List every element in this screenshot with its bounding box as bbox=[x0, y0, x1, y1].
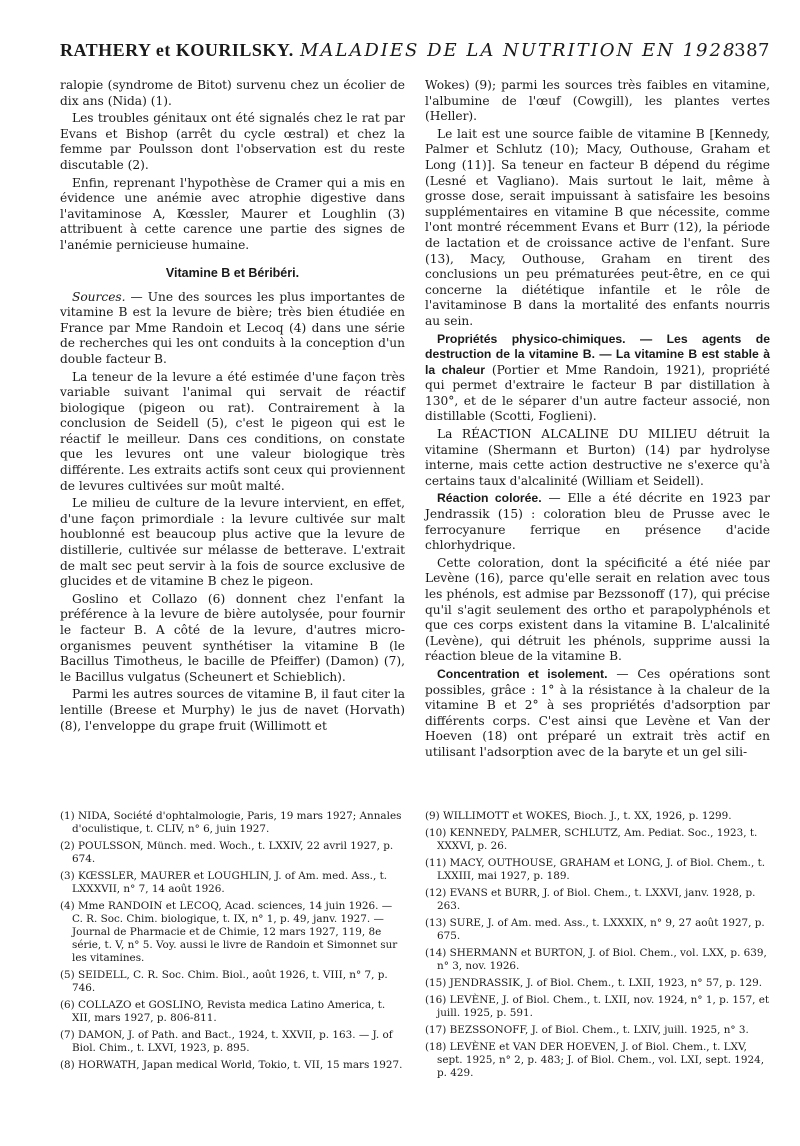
paragraph-lead: Concentration et isolement. bbox=[437, 666, 608, 681]
header-authors: RATHERY et KOURILSKY. bbox=[60, 40, 294, 60]
page-number: 387 bbox=[734, 40, 770, 61]
paragraph: Les troubles génitaux ont été signalés chez le rat par Evans et Bishop (arrêt du cycle œstral) et chez la femme par Poulsson dont l'observation est du reste discutable (2). bbox=[60, 111, 405, 172]
footnote: (2) POULSSON, Münch. med. Woch., t. LXXIV, 22 avril 1927, p. 674. bbox=[60, 840, 394, 865]
paragraph: Cette coloration, dont la spécificité a été niée par Levène (16), parce qu'elle serait en relation avec tous les phénols, est admise par Bezssonoff (17), qui précise qu'il s'agit seulement des ortho et parapolyphénols et que ces corps existent dans la vitamine B. L'alcalinité (Levène), qui détruit les phénols, supprime aussi la réaction bleue de la vitamine B. bbox=[425, 555, 770, 664]
footnote: (9) WILLIMOTT et WOKES, Bioch. J., t. XX, 1926, p. 1299. bbox=[425, 810, 732, 822]
paragraph bbox=[425, 491, 770, 553]
paragraph-lead: Réaction colorée. bbox=[437, 491, 542, 506]
paragraph bbox=[425, 667, 770, 761]
left-column bbox=[60, 78, 405, 736]
paragraph bbox=[60, 290, 405, 368]
footnote: (15) JENDRASSIK, J. of Biol. Chem., t. LXII, 1923, n° 57, p. 129. bbox=[425, 977, 763, 989]
page bbox=[60, 40, 770, 1130]
section-heading: Vitamine B et Béribéri. bbox=[165, 265, 300, 280]
paragraph bbox=[425, 332, 770, 426]
paragraph: Goslino et Collazo (6) donnent chez l'enfant la préférence à la levure de bière autolysée, pour fournir le facteur B. A côté de la levure, d'autres micro-organismes peuvent synthétiser la vitamine B (le Bacillus Timotheus, le bacille de Pfeiffer) (Damon) (7), le Bacillus vulgatus (Scheunert et Schieblich). bbox=[60, 591, 405, 684]
paragraph-lead: Propriétés physico-chimiques. — Les agents de destruction de la vitamine B. — La vitamine B est stable à la chaleur bbox=[425, 331, 770, 377]
paragraph: Le milieu de culture de la levure intervient, en effet, d'une façon primordiale : la levure cultivée sur malt houblonné est beaucoup plus active que la levure de distillerie, cultivée sur mélasse de betterave. L'extrait de malt sec peut servir à la fois de source exclusive de glucides et de vitamine B chez le pigeon. bbox=[60, 496, 405, 589]
footnote: (12) EVANS et BURR, J. of Biol. Chem., t. LXXVI, janv. 1928, p. 263. bbox=[425, 887, 756, 912]
footnote: (11) MACY, OUTHOUSE, GRAHAM et LONG, J. of Biol. Chem., t. LXXIII, mai 1927, p. 189. bbox=[425, 857, 766, 882]
paragraph: Enfin, reprenant l'hypothèse de Cramer qui a mis en évidence une anémie avec atrophie digestive dans l'avitaminose A, Kœssler, Maurer et Loughlin (3) attribuent à cette carence une partie des signes de l'anémie pernicieuse humaine. bbox=[60, 175, 405, 252]
footnote: (14) SHERMANN et BURTON, J. of Biol. Chem., vol. LXX, p. 639, n° 3, nov. 1926. bbox=[425, 947, 767, 972]
footnote: (10) KENNEDY, PALMER, SCHLUTZ, Am. Pediat. Soc., 1923, t. XXXVI, p. 26. bbox=[425, 827, 758, 852]
footnote: (16) LEVÈNE, J. of Biol. Chem., t. LXII, nov. 1924, n° 1, p. 157, et juill. 1925, p. 591. bbox=[425, 994, 770, 1019]
paragraph: La RÉACTION ALCALINE DU MILIEU détruit la vitamine (Shermann et Burton) (14) par hydrolyse interne, mais cette action destructive ne s'exerce qu'à certains taux d'alcalinité (William et Seidell). bbox=[425, 427, 770, 488]
paragraph: Le lait est une source faible de vitamine B [Kennedy, Palmer et Schlutz (10); Macy, Outhouse, Graham et Long (11)]. Sa teneur en facteur B dépend du régime (Lesné et Vagliano). Mais surtout le lait, même à grosse dose, serait impuissant à satisfaire les besoins supplémentaires en vitamine B que nécessite, comme l'ont montré récemment Evans et Burr (12), la période de lactation et de croissance active de l'enfant. Sure (13), Macy, Outhouse, Graham en tirent des conclusions un peu prématurées peut-être, en ce qui concerne la diététique infantile et le rôle de l'avitaminose B dans la mortalité des enfants nourris au sein. bbox=[425, 126, 770, 328]
paragraph: ralopie (syndrome de Bitot) survenu chez un écolier de dix ans (Nida) (1). bbox=[60, 78, 405, 108]
paragraph-text: (Portier et Mme Randoin, 1921), propriété qui permet d'extraire le facteur B par distillation à 130°, et de le séparer d'un autre facteur associé, non distillable (Scotti, Foglieni). bbox=[425, 362, 770, 424]
body-columns bbox=[60, 78, 770, 778]
header-title: MALADIES DE LA NUTRITION EN 1928 bbox=[299, 40, 737, 61]
footnote: (6) COLLAZO et GOSLINO, Revista medica Latino America, t. XII, mars 1927, p. 806-811. bbox=[60, 999, 386, 1024]
footnotes-right bbox=[425, 810, 770, 1084]
footnote: (17) BEZSSONOFF, J. of Biol. Chem., t. LXIV, juill. 1925, n° 3. bbox=[425, 1024, 749, 1036]
footnote: (4) Mme RANDOIN et LECOQ, Acad. sciences, 14 juin 1926. — C. R. Soc. Chim. biologique, t. IX, n° 1, p. 49, janv. 1927. — Journal de Pharmacie et de Chimie, 12 mars 1927, 119, 8e série, t. V, n° 5. Voy. aussi le livre de Randoin et Simonnet sur les vitamines. bbox=[60, 900, 398, 964]
paragraph-text: — Une des sources les plus importantes de vitamine B est la levure de bière; très bien étudiée en France par Mme Randoin et Lecoq (4) dans une série de recherches qui les ont conduits à la conception d'un double facteur B. bbox=[60, 289, 405, 366]
paragraph-text: — Elle a été décrite en 1923 par Jendrassik (15) : coloration bleu de Prusse avec le ferrocyanure ferrique en présence d'acide chlorhydrique. bbox=[425, 491, 770, 553]
paragraph: Wokes) (9); parmi les sources très faibles en vitamine, l'albumine de l'œuf (Cowgill), les plantes vertes (Heller). bbox=[425, 78, 770, 124]
paragraph-lead: Sources. bbox=[72, 289, 126, 304]
footnotes-left bbox=[60, 810, 405, 1076]
footnote: (8) HORWATH, Japan medical World, Tokio, t. VII, 15 mars 1927. bbox=[60, 1059, 403, 1071]
footnote: (3) KŒSSLER, MAURER et LOUGHLIN, J. of Am. med. Ass., t. LXXXVII, n° 7, 14 août 1926. bbox=[60, 870, 388, 895]
right-column bbox=[425, 78, 770, 763]
paragraph: La teneur de la levure a été estimée d'une façon très variable suivant l'animal qui servait de réactif biologique (pigeon ou rat). Contrairement à la conclusion de Seidell (5), c'est le pigeon qui est le réactif le meilleur. Dans ces conditions, on constate que les levures ont une valeur biologique très différente. Les extraits actifs sont ceux qui proviennent de levures cultivées sur moût malté. bbox=[60, 369, 405, 493]
footnote: (18) LEVÈNE et VAN DER HOEVEN, J. of Biol. Chem., t. LXV, sept. 1925, n° 2, p. 483; J. of Biol. Chem., vol. LXI, sept. 1924, p. 429. bbox=[425, 1041, 765, 1079]
paragraph: Parmi les autres sources de vitamine B, il faut citer la lentille (Breese et Murphy) le jus de navet (Horvath) (8), l'enveloppe du grape fruit (Willimott et bbox=[60, 687, 405, 733]
footnote: (13) SURE, J. of Am. med. Ass., t. LXXXIX, n° 9, 27 août 1927, p. 675. bbox=[425, 917, 765, 942]
footnote: (5) SEIDELL, C. R. Soc. Chim. Biol., août 1926, t. VIII, n° 7, p. 746. bbox=[60, 969, 388, 994]
footnote: (7) DAMON, J. of Path. and Bact., 1924, t. XXVII, p. 163. — J. of Biol. Chim., t. LXVI, 1923, p. 895. bbox=[60, 1029, 393, 1054]
footnotes bbox=[60, 810, 770, 1130]
paragraph-text: — Ces opérations sont possibles, grâce : 1° à la résistance à la chaleur de la vitamine B et 2° à ses propriétés d'adsorption par différents corps. C'est ainsi que Levène et Van der Hoeven (18) ont préparé un extrait très actif en utilisant l'adsorption avec de la baryte et un gel sili- bbox=[425, 666, 770, 759]
footnote: (1) NIDA, Société d'ophtalmologie, Paris, 19 mars 1927; Annales d'oculistique, t. CLIV, n° 6, juin 1927. bbox=[60, 810, 402, 835]
running-header bbox=[60, 40, 770, 76]
